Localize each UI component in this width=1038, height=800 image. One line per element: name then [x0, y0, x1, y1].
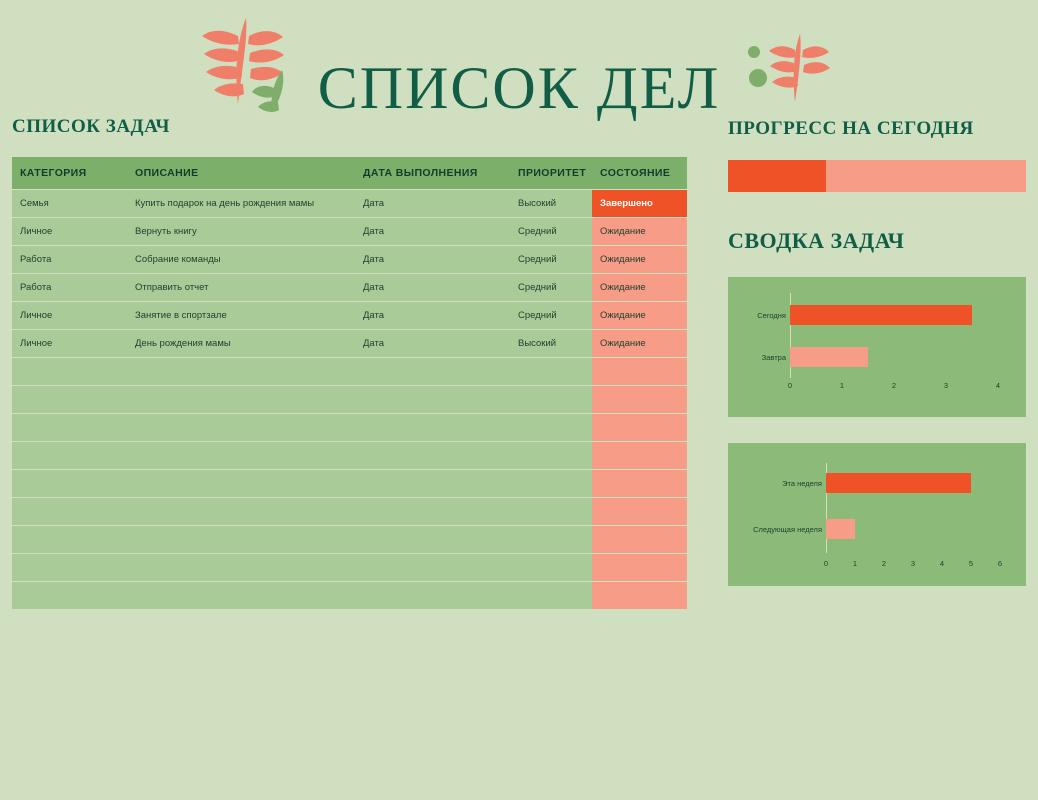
chart-category-label: Эта неделя [782, 479, 822, 488]
table-row[interactable] [12, 245, 687, 273]
cell-empty[interactable] [127, 441, 355, 469]
task-table [12, 157, 687, 610]
cell-empty[interactable] [127, 581, 355, 609]
cell-empty[interactable] [355, 441, 510, 469]
table-row-empty[interactable] [12, 497, 687, 525]
chart-tick-label: 0 [787, 381, 793, 390]
cell-due-date[interactable]: Дата [355, 329, 510, 357]
chart-tick-label: 4 [995, 381, 1001, 390]
cell-empty[interactable] [12, 413, 127, 441]
cell-description[interactable]: Купить подарок на день рождения мамы [127, 189, 355, 217]
table-row-empty[interactable] [12, 385, 687, 413]
table-row[interactable] [12, 273, 687, 301]
cell-empty[interactable] [12, 525, 127, 553]
cell-empty[interactable] [510, 469, 592, 497]
chart-tick-label: 0 [823, 559, 829, 568]
cell-empty[interactable] [592, 413, 687, 441]
page-header [0, 0, 1038, 122]
cell-empty[interactable] [592, 441, 687, 469]
page-title: СПИСОК ДЕЛ [317, 55, 721, 122]
cell-category[interactable]: Семья [12, 189, 127, 217]
cell-empty[interactable] [355, 525, 510, 553]
cell-state[interactable]: Ожидание [592, 301, 687, 329]
table-row-empty[interactable] [12, 553, 687, 581]
chart-tick-label: 3 [943, 381, 949, 390]
table-row[interactable] [12, 329, 687, 357]
cell-empty[interactable] [12, 497, 127, 525]
cell-empty[interactable] [127, 525, 355, 553]
cell-empty[interactable] [127, 385, 355, 413]
cell-description[interactable]: Собрание команды [127, 245, 355, 273]
cell-empty[interactable] [592, 385, 687, 413]
cell-empty[interactable] [510, 413, 592, 441]
task-table-body [12, 189, 687, 609]
cell-empty[interactable] [355, 553, 510, 581]
cell-description[interactable]: Вернуть книгу [127, 217, 355, 245]
chart-tasks-week [728, 443, 1026, 586]
leaf-decoration-right [742, 30, 832, 110]
cell-empty[interactable] [510, 553, 592, 581]
table-row-empty[interactable] [12, 581, 687, 609]
progress-bar-track [728, 160, 1026, 192]
cell-category[interactable]: Работа [12, 273, 127, 301]
cell-description[interactable]: Отправить отчет [127, 273, 355, 301]
chart-category-label: Следующая неделя [753, 525, 822, 534]
cell-empty[interactable] [12, 441, 127, 469]
table-header-row [12, 157, 687, 189]
chart-tick-label: 1 [839, 381, 845, 390]
cell-description[interactable]: День рождения мамы [127, 329, 355, 357]
cell-empty[interactable] [510, 497, 592, 525]
cell-empty[interactable] [355, 413, 510, 441]
summary-section-heading: СВОДКА ЗАДАЧ [728, 228, 905, 253]
progress-section-heading: ПРОГРЕСС НА СЕГОДНЯ [728, 118, 974, 139]
cell-priority[interactable]: Средний [510, 217, 592, 245]
cell-empty[interactable] [510, 525, 592, 553]
cell-empty[interactable] [127, 413, 355, 441]
cell-description[interactable]: Занятие в спортзале [127, 301, 355, 329]
table-row[interactable] [12, 189, 687, 217]
cell-state[interactable]: Ожидание [592, 329, 687, 357]
tasks-section-heading: СПИСОК ЗАДАЧ [12, 116, 170, 137]
chart-tick-label: 3 [910, 559, 916, 568]
chart-tick-label: 5 [968, 559, 974, 568]
cell-state[interactable]: Ожидание [592, 273, 687, 301]
cell-priority[interactable]: Средний [510, 301, 592, 329]
column-header-due-date[interactable]: ДАТА ВЫПОЛНЕНИЯ [355, 157, 510, 189]
chart-tasks-today [728, 277, 1026, 417]
cell-empty[interactable] [127, 469, 355, 497]
cell-empty[interactable] [510, 385, 592, 413]
cell-empty[interactable] [592, 469, 687, 497]
column-header-description[interactable]: ОПИСАНИЕ [127, 157, 355, 189]
chart-bar [826, 519, 855, 539]
chart-tick-label: 2 [891, 381, 897, 390]
chart-bar [790, 305, 972, 325]
cell-empty[interactable] [355, 497, 510, 525]
cell-empty[interactable] [592, 553, 687, 581]
cell-due-date[interactable]: Дата [355, 301, 510, 329]
chart-tick-label: 1 [852, 559, 858, 568]
cell-empty[interactable] [592, 525, 687, 553]
table-row-empty[interactable] [12, 357, 687, 385]
table-row-empty[interactable] [12, 525, 687, 553]
cell-empty[interactable] [12, 469, 127, 497]
cell-state[interactable]: Завершено [592, 189, 687, 217]
column-header-category[interactable]: КАТЕГОРИЯ [12, 157, 127, 189]
cell-empty[interactable] [12, 553, 127, 581]
column-header-priority[interactable]: ПРИОРИТЕТ [510, 157, 592, 189]
cell-empty[interactable] [355, 357, 510, 385]
cell-priority[interactable]: Высокий [510, 189, 592, 217]
cell-empty[interactable] [592, 357, 687, 385]
cell-empty[interactable] [592, 497, 687, 525]
task-table-container [12, 157, 687, 610]
cell-empty[interactable] [12, 357, 127, 385]
chart-category-label: Сегодня [757, 311, 786, 320]
cell-state[interactable]: Ожидание [592, 245, 687, 273]
cell-empty[interactable] [510, 357, 592, 385]
cell-due-date[interactable]: Дата [355, 189, 510, 217]
cell-category[interactable]: Личное [12, 217, 127, 245]
column-header-state[interactable]: СОСТОЯНИЕ [592, 157, 687, 189]
cell-due-date[interactable]: Дата [355, 217, 510, 245]
cell-category[interactable]: Личное [12, 301, 127, 329]
chart-bar [826, 473, 971, 493]
table-row[interactable] [12, 301, 687, 329]
cell-empty[interactable] [510, 581, 592, 609]
cell-empty[interactable] [127, 553, 355, 581]
cell-priority[interactable]: Высокий [510, 329, 592, 357]
table-row-empty[interactable] [12, 441, 687, 469]
chart-category-label: Завтра [761, 353, 786, 362]
cell-empty[interactable] [592, 581, 687, 609]
cell-empty[interactable] [355, 469, 510, 497]
chart-bar [790, 347, 868, 367]
cell-category[interactable]: Работа [12, 245, 127, 273]
cell-state[interactable]: Ожидание [592, 217, 687, 245]
cell-empty[interactable] [510, 441, 592, 469]
cell-priority[interactable]: Средний [510, 273, 592, 301]
cell-empty[interactable] [12, 581, 127, 609]
cell-priority[interactable]: Средний [510, 245, 592, 273]
table-row[interactable] [12, 217, 687, 245]
cell-empty[interactable] [355, 385, 510, 413]
cell-empty[interactable] [12, 385, 127, 413]
chart-tick-label: 6 [997, 559, 1003, 568]
cell-empty[interactable] [127, 357, 355, 385]
table-row-empty[interactable] [12, 469, 687, 497]
cell-due-date[interactable]: Дата [355, 245, 510, 273]
cell-due-date[interactable]: Дата [355, 273, 510, 301]
cell-category[interactable]: Личное [12, 329, 127, 357]
chart-tick-label: 4 [939, 559, 945, 568]
progress-bar-fill [728, 160, 826, 192]
chart-tick-label: 2 [881, 559, 887, 568]
cell-empty[interactable] [127, 497, 355, 525]
cell-empty[interactable] [355, 581, 510, 609]
table-row-empty[interactable] [12, 413, 687, 441]
